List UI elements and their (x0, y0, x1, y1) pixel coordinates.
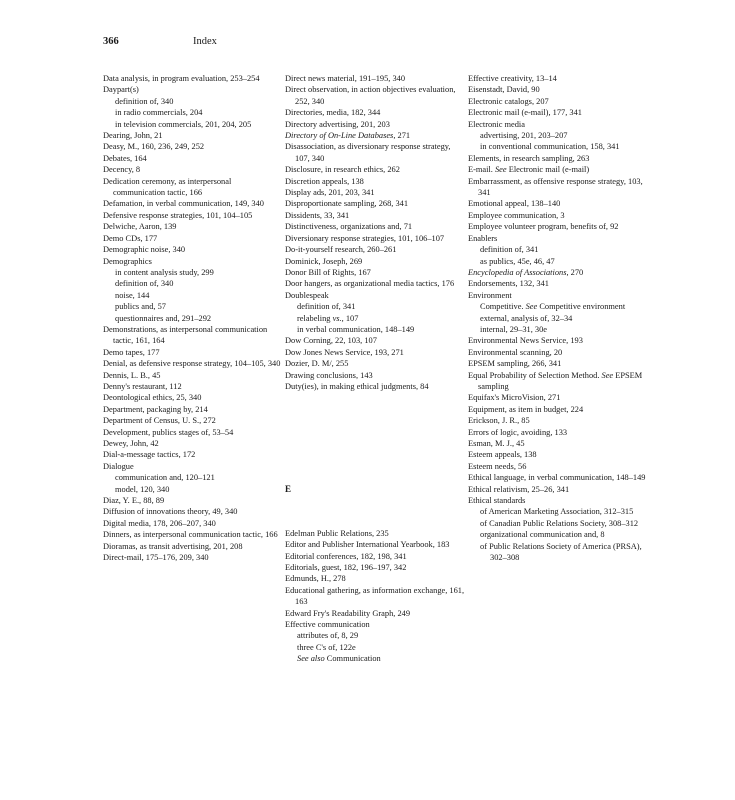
index-subentry: of Canadian Public Relations Society, 308–312 (480, 518, 639, 528)
index-entry: Demo tapes, 177 (103, 347, 160, 357)
index-entry: Diffusion of innovations theory, 49, 340 (103, 507, 238, 517)
index-entry: Dinners, as interpersonal communication tactic, 166 (103, 530, 278, 540)
index-subentry: organizational communication and, 8 (480, 530, 605, 540)
index-entry: Dominick, Joseph, 269 (285, 256, 363, 266)
index-subentry: in verbal communication, 148–149 (297, 324, 415, 334)
index-entry: Debates, 164 (103, 153, 147, 163)
index-entry: Encyclopedia of Associations, 270 (468, 267, 584, 277)
index-entry: Directories, media, 182, 344 (285, 108, 381, 118)
index-entry: Electronic catalogs, 207 (468, 96, 549, 106)
index-subentry: of Public Relations Society of America (PRSA), 302–308 (480, 541, 642, 563)
section-letter: E (285, 484, 292, 495)
index-entry: Elements, in research sampling, 263 (468, 153, 590, 163)
index-subentry: definition of, 340 (115, 279, 174, 289)
index-subentry: attributes of, 8, 29 (297, 631, 359, 641)
index-entry: Denial, as defensive response strategy, 104–105, 340 (103, 359, 281, 369)
index-entry: Delwiche, Aaron, 139 (103, 222, 177, 232)
index-entry: Directory of On-Line Databases, 271 (285, 131, 411, 141)
index-entry: Diaz, Y. E., 88, 89 (103, 496, 165, 506)
index-entry: Diversionary response strategies, 101, 106–107 (285, 233, 445, 243)
index-entry: Enablers (468, 233, 498, 243)
index-entry: Daypart(s) (103, 85, 139, 95)
index-entry: Eisenstadt, David, 90 (468, 85, 540, 95)
index-entry: Duty(ies), in making ethical judgments, 84 (285, 381, 429, 391)
index-entry: Direct observation, in action objectives evaluation, 252, 340 (285, 85, 456, 106)
index-subentry: in conventional communication, 158, 341 (480, 142, 620, 152)
index-entry: Decency, 8 (103, 165, 141, 175)
index-entry: Defensive response strategies, 101, 104–105 (103, 210, 253, 220)
index-entry: Environment (468, 290, 512, 300)
index-entry: Denny's restaurant, 112 (103, 381, 182, 391)
index-entry: Donor Bill of Rights, 167 (285, 267, 371, 277)
index-entry: Editor and Publisher International Yearbook, 183 (285, 540, 450, 550)
index-entry: Electronic media (468, 119, 525, 129)
index-subentry: communication and, 120–121 (115, 473, 215, 483)
index-entry: Demographics (103, 256, 152, 266)
index-entry: Educational gathering, as information exchange, 161, 163 (285, 585, 465, 607)
index-entry: Editorials, guest, 182, 196–197, 342 (285, 563, 407, 572)
index-entry: Employee volunteer program, benefits of, 92 (468, 222, 619, 232)
index-entry: Dedication ceremony, as interpersonal communication tactic, 166 (103, 176, 232, 198)
index-subentry: advertising, 201, 203–207 (480, 131, 568, 141)
index-entry: Department, packaging by, 214 (103, 404, 208, 414)
index-entry: Disassociation, as diversionary response strategy, 107, 340 (285, 142, 451, 163)
index-entry: Ethical relativism, 25–26, 341 (468, 484, 570, 494)
index-entry: Digital media, 178, 206–207, 340 (103, 518, 216, 528)
index-entry: Dioramas, as transit advertising, 201, 208 (103, 541, 243, 551)
index-column-2 (285, 73, 467, 665)
index-subentry: relabeling vs., 107 (297, 313, 359, 323)
index-entry: Development, publics stages of, 53–54 (103, 427, 234, 437)
index-entry: Emotional appeal, 138–140 (468, 199, 561, 209)
index-entry: E-mail. See Electronic mail (e-mail) (468, 165, 590, 175)
index-entry: Equifax's MicroVision, 271 (468, 393, 561, 403)
index-entry: Equipment, as item in budget, 224 (468, 404, 584, 414)
index-subentry: in radio commercials, 204 (115, 108, 203, 118)
index-entry: Department of Census, U. S., 272 (103, 416, 216, 426)
index-entry: Drawing conclusions, 143 (285, 370, 373, 380)
index-entry: Discretion appeals, 138 (285, 176, 364, 186)
index-subentry: in television commercials, 201, 204, 205 (115, 119, 252, 129)
page-header (103, 36, 217, 47)
index-entry: Erickson, J. R., 85 (468, 416, 530, 426)
index-entry: Direct-mail, 175–176, 209, 340 (103, 553, 209, 563)
index-entry: Edward Fry's Readability Graph, 249 (285, 608, 411, 618)
index-entry: Disclosure, in research ethics, 262 (285, 165, 400, 175)
index-subentry: definition of, 340 (115, 96, 174, 106)
index-subentry: questionnaires and, 291–292 (115, 313, 212, 323)
index-subentry: of American Marketing Association, 312–315 (480, 507, 634, 517)
index-entry: Edmunds, H., 278 (285, 574, 346, 584)
index-subentry: publics and, 57 (115, 302, 166, 312)
index-entry: Dozier, D. M/, 255 (285, 359, 349, 369)
index-entry: Defamation, in verbal communication, 149, 340 (103, 199, 264, 209)
index-entry: Electronic mail (e-mail), 177, 341 (468, 108, 582, 118)
index-entry: Door hangers, as organizational media tactics, 176 (285, 279, 455, 289)
index-entry: Esman, M. J., 45 (468, 439, 525, 448)
index-column-3 (468, 73, 650, 563)
index-entry: Disproportionate sampling, 268, 341 (285, 199, 409, 209)
index-entry: Doublespeak (285, 290, 329, 300)
index-entry: Dialogue (103, 461, 134, 471)
index-entry: Esteem needs, 56 (468, 461, 527, 471)
index-entry: Demographic noise, 340 (103, 245, 186, 255)
index-entry: Dial-a-message tactics, 172 (103, 450, 196, 460)
index-entry: Errors of logic, avoiding, 133 (468, 427, 568, 437)
index-entry: Dennis, L. B., 45 (103, 370, 161, 380)
index-entry: Dewey, John, 42 (103, 439, 159, 448)
index-entry: Edelman Public Relations, 235 (285, 528, 389, 538)
index-entry: Dow Corning, 22, 103, 107 (285, 336, 377, 346)
index-entry: EPSEM sampling, 266, 341 (468, 359, 562, 369)
index-subentry: as publics, 45e, 46, 47 (480, 256, 555, 266)
index-subentry: definition of, 341 (297, 302, 356, 312)
index-subentry: See also Communication (297, 654, 381, 664)
index-subentry: three C's of, 122e (297, 642, 356, 652)
index-entry: Deontological ethics, 25, 340 (103, 393, 202, 403)
index-subentry: in content analysis study, 299 (115, 267, 214, 277)
index-subentry: Competitive. See Competitive environment (480, 302, 626, 312)
index-entry: Demonstrations, as interpersonal communication tactic, 161, 164 (103, 324, 268, 346)
index-entry: Direct news material, 191–195, 340 (285, 74, 406, 83)
index-entry: Ethical standards (468, 496, 526, 506)
index-entry: Endorsements, 132, 341 (468, 279, 549, 289)
index-entry: Dissidents, 33, 341 (285, 210, 350, 220)
index-column-1 (103, 73, 285, 563)
index-entry: Environmental News Service, 193 (468, 336, 583, 346)
index-entry: Do-it-yourself research, 260–261 (285, 245, 397, 255)
index-entry: Effective communication (285, 620, 370, 630)
index-entry: Esteem appeals, 138 (468, 450, 537, 460)
page-number: 366 (103, 36, 119, 47)
index-entry: Distinctiveness, organizations and, 71 (285, 222, 413, 232)
index-subentry: model, 120, 340 (115, 484, 170, 494)
index-entry: Editorial conferences, 182, 198, 341 (285, 551, 407, 561)
page-title: Index (193, 36, 217, 47)
index-entry: Display ads, 201, 203, 341 (285, 188, 375, 198)
index-entry: Effective creativity, 13–14 (468, 74, 557, 83)
index-entry: Demo CDs, 177 (103, 233, 158, 243)
index-entry: Ethical language, in verbal communication, 148–149 (468, 473, 646, 483)
index-entry: Directory advertising, 201, 203 (285, 119, 390, 129)
index-entry: Embarrassment, as offensive response strategy, 103, 341 (468, 176, 643, 198)
index-entry: Deasy, M., 160, 236, 249, 252 (103, 142, 205, 152)
index-entry: Environmental scanning, 20 (468, 347, 563, 357)
index-subentry: external, analysis of, 32–34 (480, 313, 573, 323)
index-entry: Equal Probability of Selection Method. See EPSEM sampling (468, 370, 643, 391)
index-subentry: definition of, 341 (480, 245, 539, 255)
index-entry: Data analysis, in program evaluation, 253–254 (103, 74, 260, 83)
index-subentry: internal, 29–31, 30e (480, 324, 547, 334)
index-subentry: noise, 144 (115, 290, 150, 300)
index-entry: Dearing, John, 21 (103, 131, 163, 141)
index-entry: Employee communication, 3 (468, 210, 565, 220)
index-entry: Dow Jones News Service, 193, 271 (285, 347, 404, 357)
